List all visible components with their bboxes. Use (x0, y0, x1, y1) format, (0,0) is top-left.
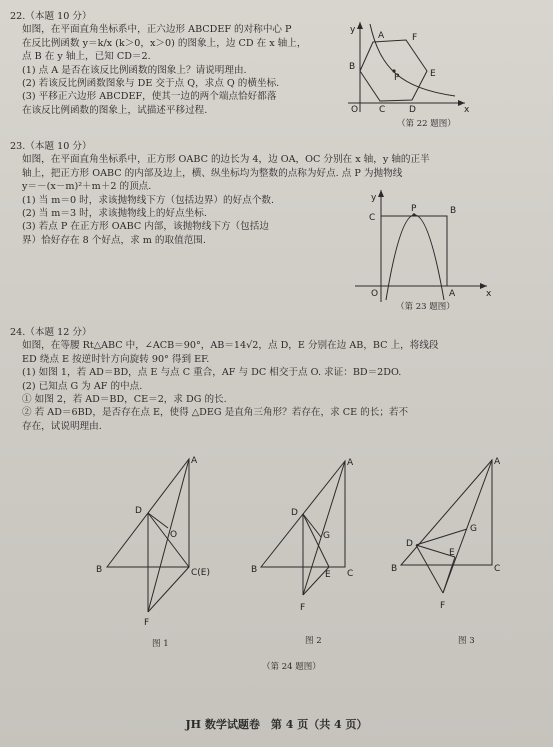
fig-label: y (371, 193, 377, 203)
segment-af (443, 460, 492, 593)
question-text-line: 如图，在等腰 Rt△ABC 中，∠ACB＝90°，AB＝14√2，点 D，E 分别在边 AB，BC 上，将线段 (22, 340, 439, 352)
fig-label: B (450, 206, 457, 216)
fig-label: D (409, 105, 416, 115)
fig-label: B (251, 565, 258, 575)
fig-label: D (135, 506, 142, 516)
fig-label: E (325, 570, 331, 580)
figure-3-caption: 图 3 (458, 636, 475, 646)
fig-label: C (369, 213, 376, 223)
fig-label: C (347, 569, 354, 579)
triangle-abc (401, 460, 492, 565)
fig-label: E (430, 69, 436, 79)
fig-label: B (391, 564, 398, 574)
fig-label: A (494, 457, 501, 467)
fig-label: O (371, 289, 379, 299)
question-number: 24.（本题 12 分） (10, 327, 92, 338)
question-text-line: 存在，试说明理由. (22, 420, 102, 432)
page-footer: JH 数学试题卷 第 4 页（共 4 页） (185, 718, 368, 731)
question-text-line: (2) 当 m＝3 时，求该抛物线上的好点坐标. (22, 208, 207, 220)
fig-label: P (411, 204, 417, 214)
fig-label: B (96, 565, 103, 575)
fig-label: y (350, 25, 356, 35)
question-text-line: (3) 平移正六边形 ABCDEF，使其一边的两个端点恰好都落 (22, 91, 277, 103)
question-text-line: 在反比例函数 y＝k/x (k＞0，x＞0) 的图象上，边 CD 在 x 轴上， (22, 37, 307, 49)
question-text-line: 如图，在平面直角坐标系中，正方形 OABC 的边长为 4，边 OA，OC 分别在 x 轴，y 轴的正半 (22, 154, 430, 166)
fig-label: A (191, 456, 198, 466)
fig-label: G (470, 524, 477, 534)
question-text-line: ① 如图 2，若 AD＝BD，CE＝2，求 DG 的长. (22, 394, 227, 406)
segment-cd (148, 513, 189, 567)
figure-2-caption: 图 2 (305, 636, 322, 646)
fig-label: O (351, 105, 359, 115)
fig-label: E (449, 548, 455, 558)
figure-1-caption: 图 1 (152, 639, 169, 649)
fig-label: P (394, 73, 400, 83)
question-text-line: 如图，在平面直角坐标系中，正六边形 ABCDEF 的对称中心 P (22, 24, 292, 36)
question-text-line: (2) 若该反比例函数图象与 DE 交于点 Q，求点 Q 的横坐标. (22, 78, 280, 90)
fig-label: C (494, 564, 501, 574)
question-text-line: 在该反比例函数的图象上，试描述平移过程. (22, 104, 208, 116)
fig-label: D (406, 539, 413, 549)
question-text-line: 点 B 在 y 轴上，已知 CD＝2. (22, 51, 151, 63)
question-text-line: 界）恰好存在 8 个好点，求 m 的取值范围. (22, 234, 206, 246)
segment-dg (416, 529, 467, 545)
fig-label: x (464, 105, 470, 115)
fig-label: F (300, 603, 306, 613)
figure-caption: （第 22 题图） (397, 119, 456, 129)
fig-label: F (412, 33, 418, 43)
question-text-line: (2) 已知点 G 为 AF 的中点. (22, 380, 143, 392)
question-text-line: (3) 若点 P 在正方形 OABC 内部，该抛物线下方（包括边 (22, 221, 269, 233)
fig-label: G (323, 531, 330, 541)
question-text-line: ED 绕点 E 按逆时针方向旋转 90° 得到 EF. (22, 353, 210, 365)
figure-24-caption: （第 24 题图） (262, 662, 321, 672)
fig-label: F (144, 618, 150, 628)
question-number: 22.（本题 10 分） (10, 11, 92, 22)
question-text-line: 轴上，把正方形 OABC 的内部及边上，横、纵坐标均为整数的点称为好点. 点 P 为抛物线 (22, 167, 403, 179)
fig-label: C (379, 105, 386, 115)
fig-label: D (291, 508, 298, 518)
fig-label: A (347, 458, 354, 468)
question-text-line: (1) 点 A 是否在该反比例函数的图象上？请说明理由. (22, 64, 247, 76)
fig-label: B (349, 62, 356, 72)
question-number: 23.（本题 10 分） (10, 141, 92, 152)
fig-label: C(E) (191, 568, 210, 578)
question-text-line: (1) 如图 1，若 AD＝BD，点 E 与点 C 重合，AF 与 DC 相交于点 O. 求证：BD＝2DO. (22, 367, 402, 379)
segment-dg (303, 514, 321, 537)
segment-af (303, 461, 345, 595)
fig-label: A (378, 31, 385, 41)
question-text-line: ② 若 AD＝6BD，是否存在点 E，使得 △DEG 是直角三角形？若存在，求 CE 的长；若不 (22, 407, 409, 419)
fig-label: F (440, 601, 446, 611)
figure-caption: （第 23 题图） (396, 302, 455, 312)
question-text-line: (1) 当 m＝0 时，求该抛物线下方（包括边界）的好点个数. (22, 194, 275, 206)
fig-label: A (449, 289, 456, 299)
fig-label: x (486, 289, 492, 299)
fig-label: O (170, 530, 178, 540)
question-text-line: y＝－(x－m)²＋m＋2 的顶点. (22, 181, 152, 193)
